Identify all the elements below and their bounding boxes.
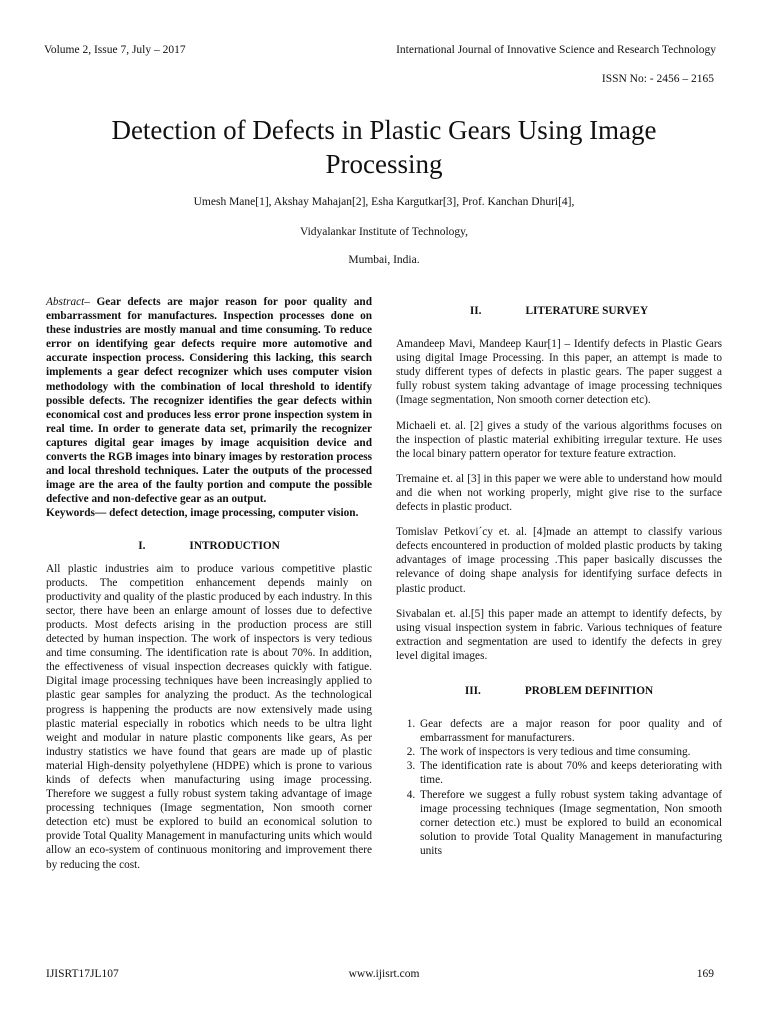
- journal-url[interactable]: www.ijisrt.com: [348, 968, 420, 980]
- left-column: [46, 295, 372, 872]
- problem-list: [396, 717, 722, 858]
- page-number: 169: [696, 968, 714, 980]
- literature-para: Amandeep Mavi, Mandeep Kaur[1] – Identify defects in Plastic Gears using digital Image Processing. In this paper, an attempt is made to study different types of defects in plastic gears. The paper suggest a fully robust system taking advantage of image processing techniques (Image segmentation, Non smooth corner detection etc).: [396, 338, 722, 407]
- abstract: [46, 295, 372, 506]
- list-item: 1. Gear defects are a major reason for poor quality and of embarrassment for manufacturers.: [418, 717, 722, 745]
- right-column: [396, 295, 722, 858]
- list-item: 3. The identification rate is about 70% and keeps deteriorating with time.: [418, 759, 722, 787]
- section-heading-introduction: I. INTRODUCTION: [138, 539, 280, 552]
- journal-name: International Journal of Innovative Science and Research Technology: [396, 44, 716, 56]
- literature-para: Tomislav Petkovi´cy et. al. [4]made an attempt to classify various defects encountered in production of molded plastic products by taking advantages of image processing .This paper basically discusses the relevance of doing shape analysis for identifying surface defects in plastic product.: [396, 526, 722, 595]
- authors: Umesh Mane[1], Akshay Mahajan[2], Esha Kargutkar[3], Prof. Kanchan Dhuri[4],: [193, 196, 575, 208]
- literature-para: Sivabalan et. al.[5] this paper made an attempt to identify defects, by using visual inspection system in fabric. Various techniques of feature extraction and segmentation are used to identify the defects in grey level digital images.: [396, 607, 722, 662]
- list-item: 2. The work of inspectors is very tedious and time consuming.: [418, 745, 722, 759]
- abstract-label: Abstract–: [46, 296, 90, 308]
- volume-info: Volume 2, Issue 7, July – 2017: [44, 44, 186, 56]
- location: Mumbai, India.: [348, 254, 420, 266]
- issn: ISSN No: - 2456 – 2165: [601, 73, 714, 85]
- literature-para: Michaeli et. al. [2] gives a study of the various algorithms focuses on the inspection of plastic material exhibiting irregular texture. He uses the local binary pattern operator for texture feature extraction.: [396, 419, 722, 460]
- section-heading-problem-definition: III. PROBLEM DEFINITION: [464, 684, 654, 697]
- affiliation: Vidyalankar Institute of Technology,: [299, 226, 469, 238]
- paper-title: Detection of Defects in Plastic Gears Using Image Processing: [111, 115, 657, 179]
- abstract-text: Gear defects are major reason for poor quality and embarrassment for manufactures. Inspection processes done on these industries are mostly manual and time consuming. To reduce error on identifying gear defects require more automotive and accurate inspection process. Considering this lacking, this search implements a gear defect recognizer which uses computer vision methodology with the combination of local threshold to identify possible defects. The recognizer identifies the gear defects within economical cost and produces less error prone inspection system in real time. In order to generate data set, primarily the recognizer captures digital gear images by image acquisition device and converts the RGB images into binary images by restoration process and local threshold techniques. Later the outputs of the processed image are the area of the faulty portion and compute the possible defective and non-defective gear as an output.: [46, 296, 372, 506]
- paper-code: IJISRT17JL107: [46, 968, 119, 980]
- section-heading-literature-survey: II. LITERATURE SURVEY: [469, 305, 649, 317]
- introduction-text: All plastic industries aim to produce various competitive plastic products. The competition enhancement depends mainly on productivity and quality of the plastic produced by each industry. In this sector, there have been an enlarge amount of losses due to defective products. Most defects arising in the production process are still detected by human inspection. The work of inspectors is very tedious and time consuming. The identification rate is about 70%. In addition, the effectiveness of visual inspection decreases quickly with fatigue. Digital image processing techniques have been increasingly applied to plastic gear samples for analyzing the product. As the technological progress is happening the products are now extensively made using plastic material especially in robotics which needs to be ultra light weight and modular in nature plastic components like gears, As per industry statistics we have found that gears are made up of plastic material High-density polyethylene (HDPE) which is prone to various kinds of defects when manufacturing using image processing. Therefore we suggest a fully robust system taking advantage of image processing techniques (Image segmentation, Non smooth corner detection etc) must be explored to build an economical solution to provide Total Quality Management in manufacturing units which would allow an eco-system of continuous monitoring and improvement there by reducing the cost.: [46, 562, 372, 871]
- list-item: 4. Therefore we suggest a fully robust system taking advantage of image processing techniques (Image segmentation, Non smooth corner detection etc.) must be explored to build an economical solution to provide Total Quality Management in manufacturing units: [418, 788, 722, 858]
- keywords: Keywords— defect detection, image processing, computer vision.: [46, 507, 359, 520]
- literature-para: Tremaine et. al [3] in this paper we were able to understand how mould and die when not working properly, might give rise to the surface defects in plastic product.: [396, 472, 722, 514]
